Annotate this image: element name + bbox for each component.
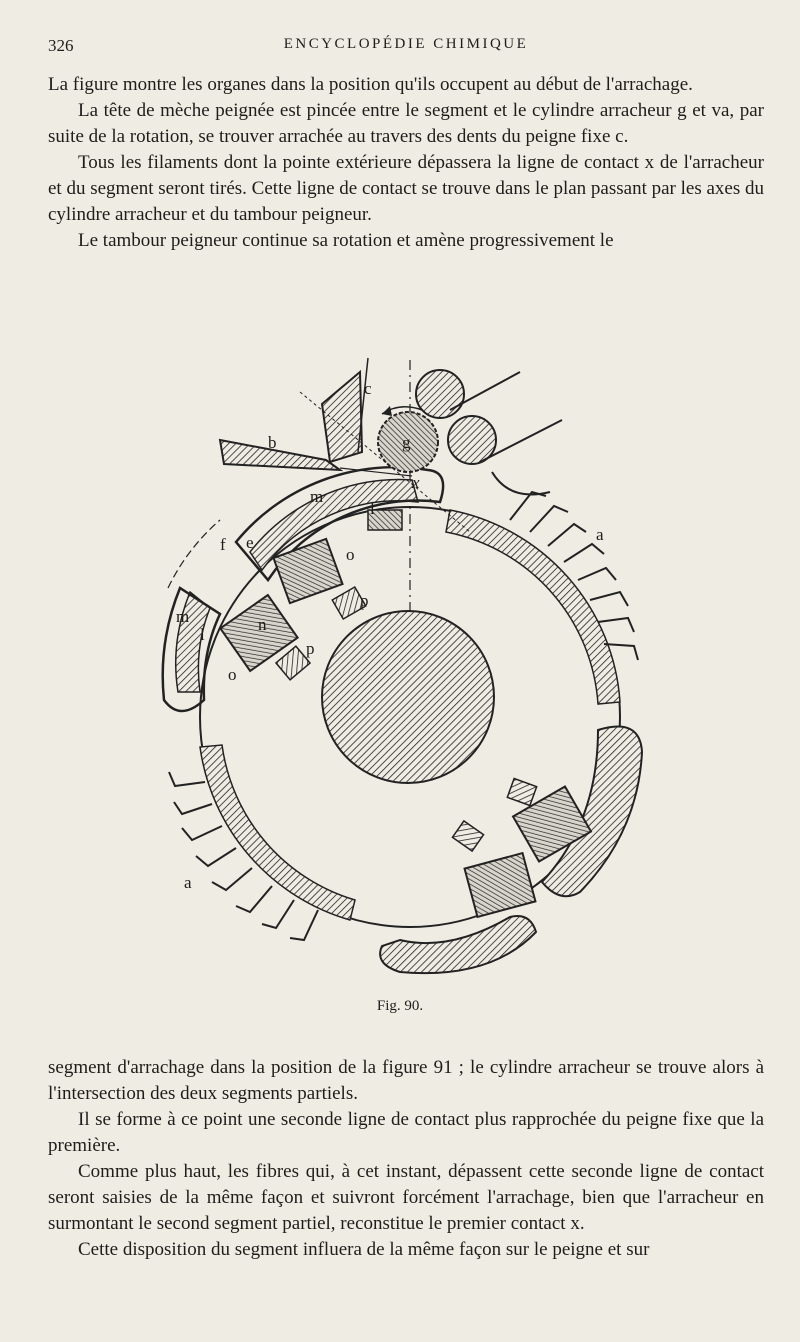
comb-segment-left xyxy=(200,745,355,920)
label-x: x xyxy=(412,473,420,492)
label-p-left: p xyxy=(306,639,315,658)
label-m-left: m xyxy=(176,607,190,626)
label-e: e xyxy=(246,533,254,552)
spring-p-left xyxy=(276,646,310,680)
text-block-bottom xyxy=(48,1055,764,1263)
detaching-roller-top xyxy=(416,370,464,418)
running-title: ENCYCLOPÉDIE CHIMIQUE xyxy=(283,36,529,52)
paragraph: Cette disposition du segment influera de la même façon sur le peigne et sur xyxy=(78,1239,650,1260)
label-o-top: o xyxy=(346,545,355,564)
spring-bottom-1 xyxy=(452,821,483,851)
nipper-frame-bottom xyxy=(380,916,536,973)
paragraph: La tête de mèche peignée est pincée entre le segment et le cylindre arracheur g et va, par suite de la rotation, se trouver arrachée au travers des dents du peigne fixe c. xyxy=(48,100,764,147)
paragraph: Comme plus haut, les fibres qui, à cet instant, dépassent cette seconde ligne de contact seront saisies de la même façon et suivront forcément l'arrachage, bien que l'arracheur en surmontant le second segment partiel, reconstitue le premier contact x. xyxy=(48,1161,764,1234)
page-header xyxy=(48,36,764,60)
figure-90-drawing xyxy=(150,352,670,992)
label-f: f xyxy=(220,535,226,554)
paragraph: Le tambour peigneur continue sa rotation et amène progressivement le xyxy=(78,230,614,251)
label-l-top: l xyxy=(370,499,375,518)
comb-teeth-left xyxy=(169,772,318,940)
label-b: b xyxy=(268,433,277,452)
label-c: c xyxy=(364,379,372,398)
text-block-top xyxy=(48,72,764,254)
page-number: 326 xyxy=(48,36,74,55)
paragraph: Il se forme à ce point une seconde ligne de contact plus rapprochée du peigne fixe que la première. xyxy=(48,1109,764,1156)
paragraph: segment d'arrachage dans la position de la figure 91 ; le cylindre arracheur se trouve alors à l'intersection des deux segments partiels. xyxy=(48,1057,764,1104)
paragraph: Tous les filaments dont la pointe extérieure dépassera la ligne de contact x de l'arracheur et du segment seront tirés. Cette ligne de contact se trouve dans le plan passant par les axes du cylindre arracheur et du tambour peigneur. xyxy=(48,152,764,225)
comb-teeth-right xyxy=(510,492,638,660)
top-comb-c xyxy=(322,372,362,462)
label-m-top: m xyxy=(310,487,324,506)
rotation-arrowhead xyxy=(382,406,392,416)
drum-shaft xyxy=(322,611,494,783)
guide-plate-arc xyxy=(492,472,550,495)
spring-bottom-2 xyxy=(507,778,536,805)
label-a-left: a xyxy=(184,873,192,892)
figure-caption: Fig. 90. xyxy=(376,998,424,1014)
label-a-right: a xyxy=(596,525,604,544)
paragraph: La figure montre les organes dans la position qu'ils occupent au début de l'arrachage. xyxy=(48,74,693,95)
motion-arc xyxy=(168,520,220,588)
block-bottom-2 xyxy=(465,853,536,917)
label-l-left: l xyxy=(200,625,205,644)
label-n: n xyxy=(258,615,267,634)
label-g: g xyxy=(402,433,411,452)
label-p-top: p xyxy=(360,591,369,610)
label-o-left: o xyxy=(228,665,237,684)
feed-plate-b xyxy=(220,440,340,470)
